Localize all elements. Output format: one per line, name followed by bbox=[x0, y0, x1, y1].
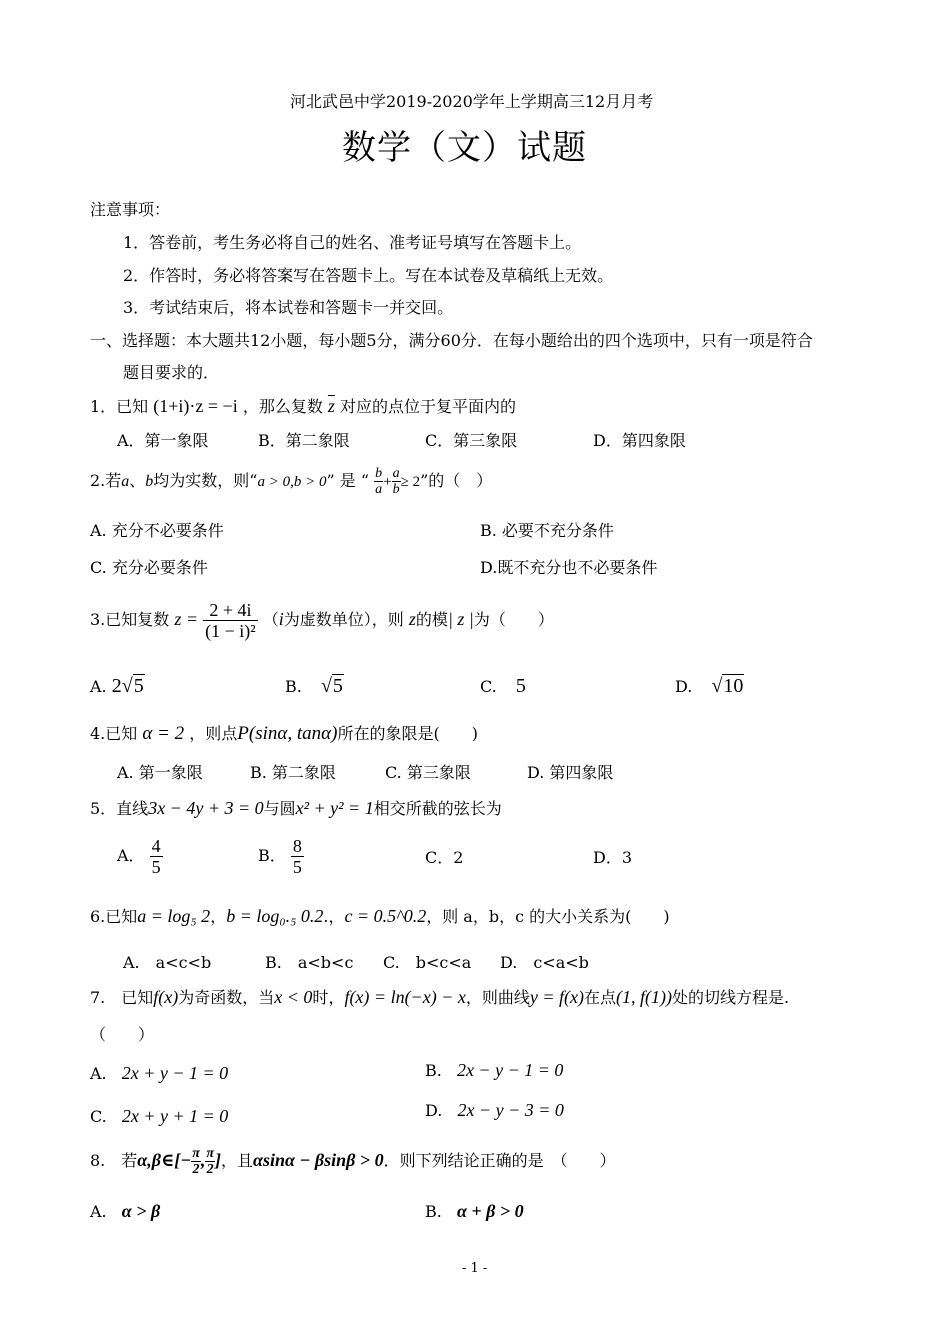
q8-frac1-num: π bbox=[192, 1146, 200, 1161]
q5-b-den: 5 bbox=[292, 857, 302, 877]
q5-b-label: B． bbox=[258, 846, 286, 865]
q2-text1: 均为实数，则“ bbox=[153, 471, 258, 490]
q5-a-fraction bbox=[150, 836, 163, 877]
q5-b-num: 8 bbox=[292, 836, 302, 856]
q4-option-a: A. 第一象限 bbox=[117, 763, 203, 782]
q8-frac1 bbox=[191, 1146, 201, 1177]
q7-cond: x < 0 bbox=[274, 987, 313, 1007]
q6-b: b = log₀.₅ 0.2 bbox=[226, 906, 324, 926]
question-5 bbox=[90, 798, 502, 819]
q3-text1: （ bbox=[262, 610, 279, 629]
q6-text: ，则 a，b，c 的大小关系为( ) bbox=[426, 907, 670, 926]
question-1 bbox=[90, 396, 516, 417]
q3-c-value: 5 bbox=[515, 675, 526, 697]
q5-a-num: 4 bbox=[151, 836, 161, 856]
q8-text2: ．则下列结论正确的是 （ ） bbox=[383, 1151, 616, 1170]
q2-frac-b-over-a bbox=[374, 466, 383, 497]
q7-b-expr: 2x − y − 1 = 0 bbox=[456, 1060, 564, 1080]
q6-sep1: ， bbox=[210, 907, 227, 926]
q3-option-a bbox=[90, 676, 145, 697]
question-3 bbox=[90, 600, 554, 641]
q1-suffix: 对应的点位于复平面内的 bbox=[340, 397, 517, 416]
q7-a-label: A. bbox=[90, 1064, 107, 1083]
q7-option-d bbox=[425, 1100, 564, 1121]
notes-heading: 注意事项： bbox=[90, 200, 171, 219]
q3-den: (1 − i)² bbox=[205, 621, 256, 641]
q3-a-rad: 5 bbox=[133, 675, 144, 697]
q5-text1: 与圆 bbox=[263, 799, 296, 818]
q5-prefix: 5．直线 bbox=[90, 799, 149, 818]
q6-sep2: .， bbox=[323, 907, 345, 926]
q3-c-label: C. bbox=[480, 677, 497, 696]
q3-prefix: 3.已知复数 bbox=[90, 610, 170, 629]
q8-text1: ，且 bbox=[221, 1151, 254, 1170]
q2-option-a: A. 充分不必要条件 bbox=[90, 521, 224, 540]
q8-option-a bbox=[90, 1201, 160, 1222]
q2-frac-a-over-b bbox=[392, 466, 401, 497]
q7-prefix: 7. 已知 bbox=[90, 988, 154, 1007]
q5-a-den: 5 bbox=[151, 857, 161, 877]
q7-option-a bbox=[90, 1063, 228, 1084]
q4-option-c: C. 第三象限 bbox=[385, 763, 471, 782]
q3-fraction bbox=[203, 600, 258, 641]
question-7 bbox=[90, 987, 789, 1008]
question-6 bbox=[90, 906, 670, 927]
q8-vars: α,β∈[− bbox=[137, 1150, 192, 1170]
q1-expr: (1+i)·z = −i bbox=[153, 396, 238, 416]
q2-sep: 、 bbox=[129, 471, 146, 490]
section1-line2: 题目要求的． bbox=[123, 363, 220, 382]
q2-option-d: D.既不充分也不必要条件 bbox=[480, 558, 658, 577]
q2-plus: + bbox=[383, 474, 392, 490]
q4-expr2: P(sinα, tanα) bbox=[237, 723, 338, 744]
q6-option-a: A. a<c<b bbox=[123, 953, 212, 972]
q7-option-b bbox=[425, 1060, 563, 1081]
q5-a-label: A． bbox=[117, 846, 145, 865]
q2-text2: ” 是 “ bbox=[326, 471, 370, 490]
q8-b-label: B. bbox=[425, 1202, 442, 1221]
q8-option-b bbox=[425, 1201, 524, 1222]
q2-text3: ”的（ ） bbox=[420, 471, 493, 490]
note-item-3: 3．考试结束后，将本试卷和答题卡一并交回。 bbox=[123, 298, 454, 317]
q7-option-c bbox=[90, 1106, 228, 1127]
q8-close: ] bbox=[215, 1150, 221, 1170]
q8-prefix: 8. 若 bbox=[90, 1151, 138, 1170]
q1-option-c: C．第三象限 bbox=[425, 431, 518, 450]
q1-zbar: $\overline{z}$ bbox=[327, 396, 335, 416]
q3-zvar: z bbox=[408, 609, 416, 629]
q3-option-c bbox=[480, 676, 526, 697]
q5-option-d: D．3 bbox=[593, 848, 633, 867]
q7-paren: （ ） bbox=[90, 1025, 155, 1044]
q3-abs: | z | bbox=[447, 609, 474, 629]
q2-frac1-num: b bbox=[375, 466, 383, 481]
exam-subtitle: 河北武邑中学2019-2020学年上学期高三12月月考 bbox=[290, 92, 654, 111]
q8-a-expr: α > β bbox=[121, 1201, 161, 1221]
q3-d-label: D. bbox=[675, 677, 693, 696]
question-4 bbox=[90, 724, 478, 744]
q2-frac2-num: a bbox=[392, 466, 400, 481]
q5-option-b bbox=[258, 836, 304, 877]
q1-mid: ，那么复数 bbox=[242, 397, 323, 416]
q3-text3: 的模 bbox=[415, 610, 448, 629]
q1-option-b: B．第二象限 bbox=[258, 431, 350, 450]
q1-option-a: A．第一象限 bbox=[117, 431, 209, 450]
q7-b-label: B. bbox=[425, 1061, 442, 1080]
q5-circle: x² + y² = 1 bbox=[295, 798, 374, 818]
q5-text2: 相交所截的弦长为 bbox=[373, 799, 502, 818]
q3-d-rad: 10 bbox=[723, 675, 744, 697]
q4-expr1: α = 2 bbox=[142, 723, 185, 744]
q5-line: 3x − 4y + 3 = 0 bbox=[148, 798, 264, 818]
q3-b-label: B. bbox=[285, 677, 302, 696]
q4-option-d: D. 第四象限 bbox=[527, 763, 614, 782]
q3-text4: 为（ ） bbox=[473, 610, 554, 629]
q4-option-b: B. 第二象限 bbox=[250, 763, 336, 782]
q7-text3: ，则曲线 bbox=[465, 988, 530, 1007]
note-item-1: 1．答卷前，考生务必将自己的姓名、准考证号填写在答题卡上。 bbox=[123, 233, 582, 252]
q8-comma: , bbox=[200, 1150, 206, 1170]
q7-text4: 在点 bbox=[583, 988, 616, 1007]
q7-d-label: D. bbox=[425, 1101, 443, 1120]
q2-frac2-den: b bbox=[392, 482, 400, 497]
page-number: - 1 - bbox=[462, 1261, 488, 1276]
q3-a-label: A. bbox=[90, 677, 107, 696]
exam-title: 数学（文）试题 bbox=[342, 128, 587, 168]
q3-text2: 为虚数单位），则 bbox=[283, 610, 404, 629]
q8-frac2-den: 2 bbox=[206, 1162, 214, 1177]
q7-def: f(x) = ln(−x) − x bbox=[344, 987, 466, 1007]
q8-frac2 bbox=[205, 1146, 215, 1177]
q2-b: b bbox=[145, 473, 154, 490]
q3-b-sqrt: √5 bbox=[320, 675, 343, 697]
q2-frac1-den: a bbox=[375, 482, 383, 497]
q4-text1: ，则点 bbox=[189, 724, 238, 743]
q3-a-coef: 2 bbox=[111, 675, 122, 697]
q7-curve: y = f(x) bbox=[529, 987, 584, 1007]
q8-frac2-num: π bbox=[206, 1146, 214, 1161]
question-2 bbox=[90, 466, 492, 497]
q6-option-d: D. c<a<b bbox=[500, 953, 589, 972]
q6-a: a = log₅ 2 bbox=[137, 906, 211, 926]
q1-prefix: 1．已知 bbox=[90, 397, 149, 416]
q2-ge: ≥ 2 bbox=[400, 474, 421, 490]
q3-a-sqrt: √5 bbox=[121, 675, 144, 697]
q1-option-d: D．第四象限 bbox=[593, 431, 686, 450]
q6-prefix: 6.已知 bbox=[90, 907, 138, 926]
q2-a: a bbox=[121, 473, 130, 490]
q8-a-label: A. bbox=[90, 1202, 107, 1221]
q6-option-c: C. b<c<a bbox=[383, 953, 472, 972]
q6-option-b: B. a<b<c bbox=[265, 953, 354, 972]
q3-ivar: i bbox=[278, 609, 284, 629]
q7-c-label: C. bbox=[90, 1107, 107, 1126]
q2-option-c: C. 充分必要条件 bbox=[90, 558, 208, 577]
q7-text2: 时， bbox=[312, 988, 345, 1007]
q7-d-expr: 2x − y − 3 = 0 bbox=[457, 1100, 564, 1120]
q7-c-expr: 2x + y + 1 = 0 bbox=[121, 1106, 229, 1126]
q3-num: 2 + 4i bbox=[203, 600, 258, 621]
note-item-2: 2．作答时，务必将答案写在答题卡上。写在本试卷及草稿纸上无效。 bbox=[123, 266, 614, 285]
q3-b-rad: 5 bbox=[332, 675, 343, 697]
q4-text2: 所在的象限是( ) bbox=[337, 724, 478, 743]
q3-lhs: z = bbox=[174, 609, 199, 629]
q5-option-c: C．2 bbox=[425, 848, 464, 867]
q4-prefix: 4.已知 bbox=[90, 724, 138, 743]
q2-option-b: B. 必要不充分条件 bbox=[480, 521, 614, 540]
q3-option-d bbox=[675, 676, 744, 697]
q7-text1: 为奇函数，当 bbox=[178, 988, 275, 1007]
question-8 bbox=[90, 1146, 616, 1177]
q2-prefix: 2.若 bbox=[90, 471, 122, 490]
q2-cond: a > 0,b > 0 bbox=[257, 474, 327, 490]
q3-option-b bbox=[285, 676, 344, 697]
q7-text5: 处的切线方程是. bbox=[671, 988, 790, 1007]
q7-a-expr: 2x + y − 1 = 0 bbox=[121, 1063, 229, 1083]
q3-d-sqrt: √10 bbox=[711, 675, 744, 697]
q7-f: f(x) bbox=[153, 987, 179, 1007]
q8-cond: αsinα − βsinβ > 0 bbox=[253, 1150, 384, 1170]
q5-b-fraction bbox=[291, 836, 304, 877]
q8-frac1-den: 2 bbox=[192, 1162, 200, 1177]
section1-line1: 一、选择题：本大题共12小题，每小题5分，满分60分．在每小题给出的四个选项中，只有一项是符合 bbox=[90, 331, 813, 350]
q6-c: c = 0.5^0.2 bbox=[344, 906, 427, 926]
q5-option-a bbox=[117, 836, 163, 877]
q7-point: (1, f(1)) bbox=[615, 987, 672, 1007]
q8-b-expr: α + β > 0 bbox=[456, 1201, 524, 1221]
